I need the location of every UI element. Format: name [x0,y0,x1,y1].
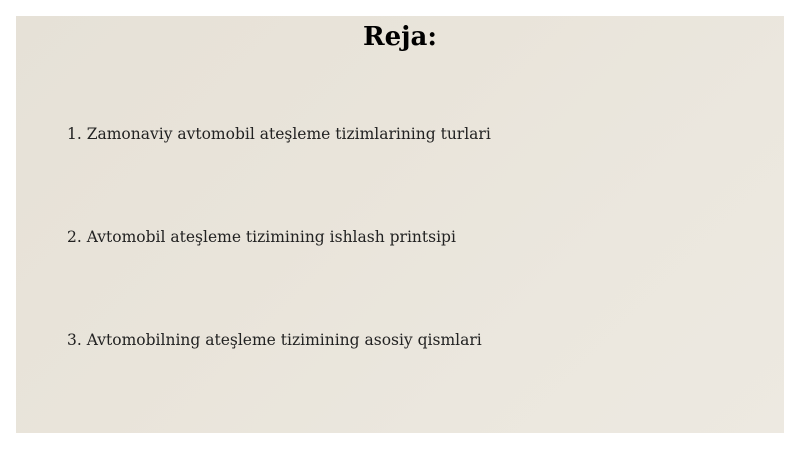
plan-item-2: 2. Avtomobil ateşleme tizimining ishlash printsipi [67,228,456,246]
slide [16,16,784,433]
plan-item-3: 3. Avtomobilning ateşleme tizimining asosiy qismlari [67,331,482,349]
plan-item-1: 1. Zamonaviy avtomobil ateşleme tizimlarining turlari [67,125,491,143]
slide-title: Reja: [362,22,437,52]
